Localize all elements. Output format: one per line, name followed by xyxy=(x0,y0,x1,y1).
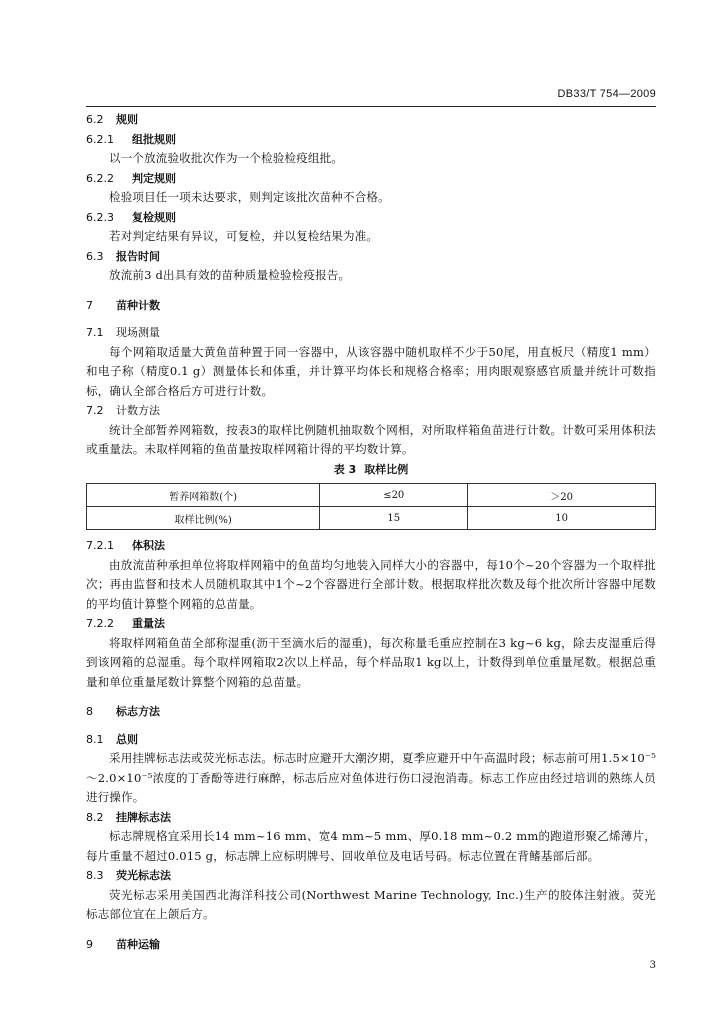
chapter-number: 7 xyxy=(86,298,93,312)
table-row xyxy=(87,507,656,530)
paragraph: 荧光标志采用美国西北海洋科技公司(Northwest Marine Technology, Inc.)生产的胶体注射液。荧光标志部位宜在上颌后方。 xyxy=(86,887,656,921)
section-heading xyxy=(86,130,656,150)
paragraph: 标志牌规格宜采用长14 mm~16 mm、宽4 mm~5 mm、厚0.18 mm~0.2 mm的跑道形聚乙烯薄片，每片重量不超过0.015 g，标志牌上应标明牌号、回收单位及电话号码。标志位置在背鳍基部后部。 xyxy=(86,829,656,863)
section-title: 现场测量 xyxy=(116,326,160,339)
section-number: 6.2.2 xyxy=(86,171,114,185)
chapter-title: 苗种运输 xyxy=(116,937,160,951)
table-cell: ＞20 xyxy=(468,484,656,507)
chapter-number: 8 xyxy=(86,705,93,718)
paragraph: 采用挂牌标志法或荧光标志法。标志时应避开大潮汐期，夏季应避开中午高温时段；标志前可用1.5×10⁻⁵～2.0×10⁻⁵浓度的丁香酚等进行麻醉，标志后应对鱼体进行伤口浸泡消毒。标志工作应由经过培训的熟练人员进行操作。 xyxy=(86,751,656,804)
section-heading xyxy=(86,208,656,228)
section-number: 6.2 xyxy=(86,113,104,126)
section-heading xyxy=(86,110,656,130)
section-number: 8.1 xyxy=(86,732,104,746)
section-heading xyxy=(86,169,656,189)
page-content xyxy=(86,110,656,962)
page-number: 3 xyxy=(649,960,656,971)
section-title: 总则 xyxy=(116,732,138,746)
section-heading xyxy=(86,730,656,750)
table-row xyxy=(87,484,656,507)
section-number: 6.3 xyxy=(86,249,104,263)
chapter-number: 9 xyxy=(86,937,93,951)
section-heading xyxy=(86,866,656,886)
table-cell: 10 xyxy=(468,507,656,530)
paragraph: 放流前3 d出具有效的苗种质量检验检疫报告。 xyxy=(109,268,351,282)
chapter-title: 苗种计数 xyxy=(116,298,160,312)
section-number: 7.2.1 xyxy=(86,539,114,552)
section-title: 体积法 xyxy=(132,539,165,552)
document-code: DB33/T 754—2009 xyxy=(557,88,656,100)
section-title: 挂牌标志法 xyxy=(116,810,171,824)
section-number: 6.2.1 xyxy=(86,132,114,146)
table-cell: ≤20 xyxy=(320,484,468,507)
section-title: 重量法 xyxy=(132,617,165,630)
section-number: 8.3 xyxy=(86,869,104,882)
section-heading xyxy=(86,247,656,267)
section-title: 组批规则 xyxy=(132,132,176,146)
table-label: 表 3 xyxy=(333,462,357,476)
section-title: 规则 xyxy=(116,113,138,126)
section-title: 荧光标志法 xyxy=(116,869,171,882)
table-cell: 15 xyxy=(320,507,468,530)
section-number: 7.2.2 xyxy=(86,617,114,630)
section-heading xyxy=(86,614,656,634)
chapter-heading xyxy=(86,702,656,722)
section-heading xyxy=(86,536,656,556)
paragraph: 每个网箱取适量大黄鱼苗种置于同一容器中，从该容器中随机取样不少于50尾，用直板尺（精度1 mm）和电子称（精度0.1 g）测量体长和体重，并计算平均体长和规格合格率；用肉眼观察感官质量并统计可数指标，确认全部合格后方可进行计数。 xyxy=(86,344,656,398)
table-cell: 取样比例(%) xyxy=(87,507,320,530)
section-heading xyxy=(86,808,656,828)
chapter-heading xyxy=(86,935,656,955)
paragraph: 若对判定结果有异议，可复检，并以复检结果为准。 xyxy=(109,229,379,243)
section-number: 7.1 xyxy=(86,326,104,339)
paragraph: 以一个放流验收批次作为一个检验检疫组批。 xyxy=(109,151,343,165)
paragraph: 检验项目任一项未达要求，则判定该批次苗种不合格。 xyxy=(109,190,390,204)
section-title: 报告时间 xyxy=(116,249,160,263)
section-heading xyxy=(86,323,656,343)
table-caption xyxy=(86,460,656,480)
section-title: 复检规则 xyxy=(132,210,176,224)
paragraph: 统计全部暂养网箱数，按表3的取样比例随机抽取数个网相，对所取样箱鱼苗进行计数。计数可采用体积法或重量法。未取样网箱的鱼苗量按取样网箱计得的平均数计算。 xyxy=(86,422,656,456)
chapter-title: 标志方法 xyxy=(116,705,160,718)
section-heading xyxy=(86,401,656,421)
table-title: 取样比例 xyxy=(364,462,409,476)
section-number: 8.2 xyxy=(86,810,104,824)
header-divider xyxy=(86,106,656,107)
section-title: 判定规则 xyxy=(132,171,176,185)
section-title: 计数方法 xyxy=(116,404,160,417)
table-cell: 暂养网箱数(个) xyxy=(87,484,320,507)
section-number: 6.2.3 xyxy=(86,210,114,224)
paragraph: 由放流苗种承担单位将取样网箱中的鱼苗均匀地装入同样大小的容器中，每10个~20个容器为一个取样批次；再由监督和技术人员随机取其中1个~2个容器进行全部计数。根据取样批次数及每个批次所计容器中尾数的平均值计算整个网箱的总苗量。 xyxy=(86,557,656,611)
sampling-ratio-table xyxy=(86,483,656,530)
chapter-heading xyxy=(86,296,656,316)
paragraph: 将取样网箱鱼苗全部称湿重(沥干至滴水后的湿重)，每次称量毛重应控制在3 kg~6 kg，除去皮湿重后得到该网箱的总湿重。每个取样网箱取2次以上样品，每个样品取1 kg以上，计数得到单位重量尾数。根据总重量和单位重量尾数计算整个网箱的总苗量。 xyxy=(86,635,656,689)
section-number: 7.2 xyxy=(86,404,104,417)
